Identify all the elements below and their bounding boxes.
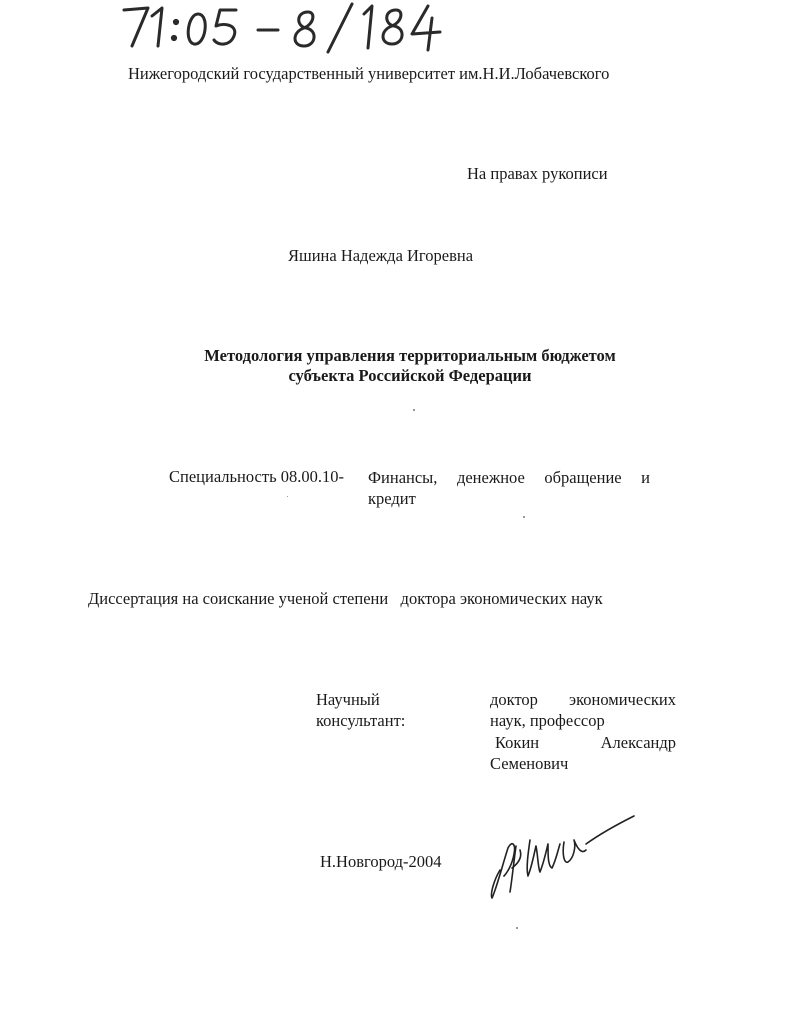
city-and-year: Н.Новгород-2004 (320, 852, 442, 871)
consultant-name-line-1: Кокин Александр (495, 732, 676, 752)
handwritten-archive-code (118, 0, 448, 56)
author-name: Яшина Надежда Игоревна (288, 246, 474, 265)
specialty-value-line-2: кредит (368, 489, 416, 509)
manuscript-rights-note: На правах рукописи (467, 164, 608, 183)
consultant-details (490, 689, 676, 775)
specialty-value (368, 467, 650, 509)
specialty-label: Специальность 08.00.10- (169, 467, 344, 486)
specialty-value-line-1: Финансы, денежное обращение и (368, 468, 650, 487)
scan-speck (287, 496, 288, 497)
scan-speck (516, 927, 518, 929)
consultant-degree-line-2: наук, профессор (490, 711, 605, 731)
author-signature (482, 810, 642, 910)
consultant-degree-line-1: доктор экономических (490, 690, 676, 709)
consultant-name-line-2: Семенович (490, 754, 569, 774)
dissertation-title (140, 346, 680, 386)
title-line-1: Методология управления территориальным бюджетом (204, 346, 616, 365)
scan-speck (413, 409, 415, 411)
university-name: Нижегородский государственный университет им.Н.И.Лобачевского (128, 64, 610, 83)
scan-speck (523, 516, 525, 518)
dissertation-degree-statement: Диссертация на соискание ученой степени доктора экономических наук (88, 589, 603, 608)
title-line-2: субъекта Российской Федерации (288, 365, 532, 385)
consultant-label-line-1: Научный (316, 690, 380, 709)
consultant-label-line-2: консультант: (316, 711, 406, 731)
consultant-label (316, 689, 405, 732)
